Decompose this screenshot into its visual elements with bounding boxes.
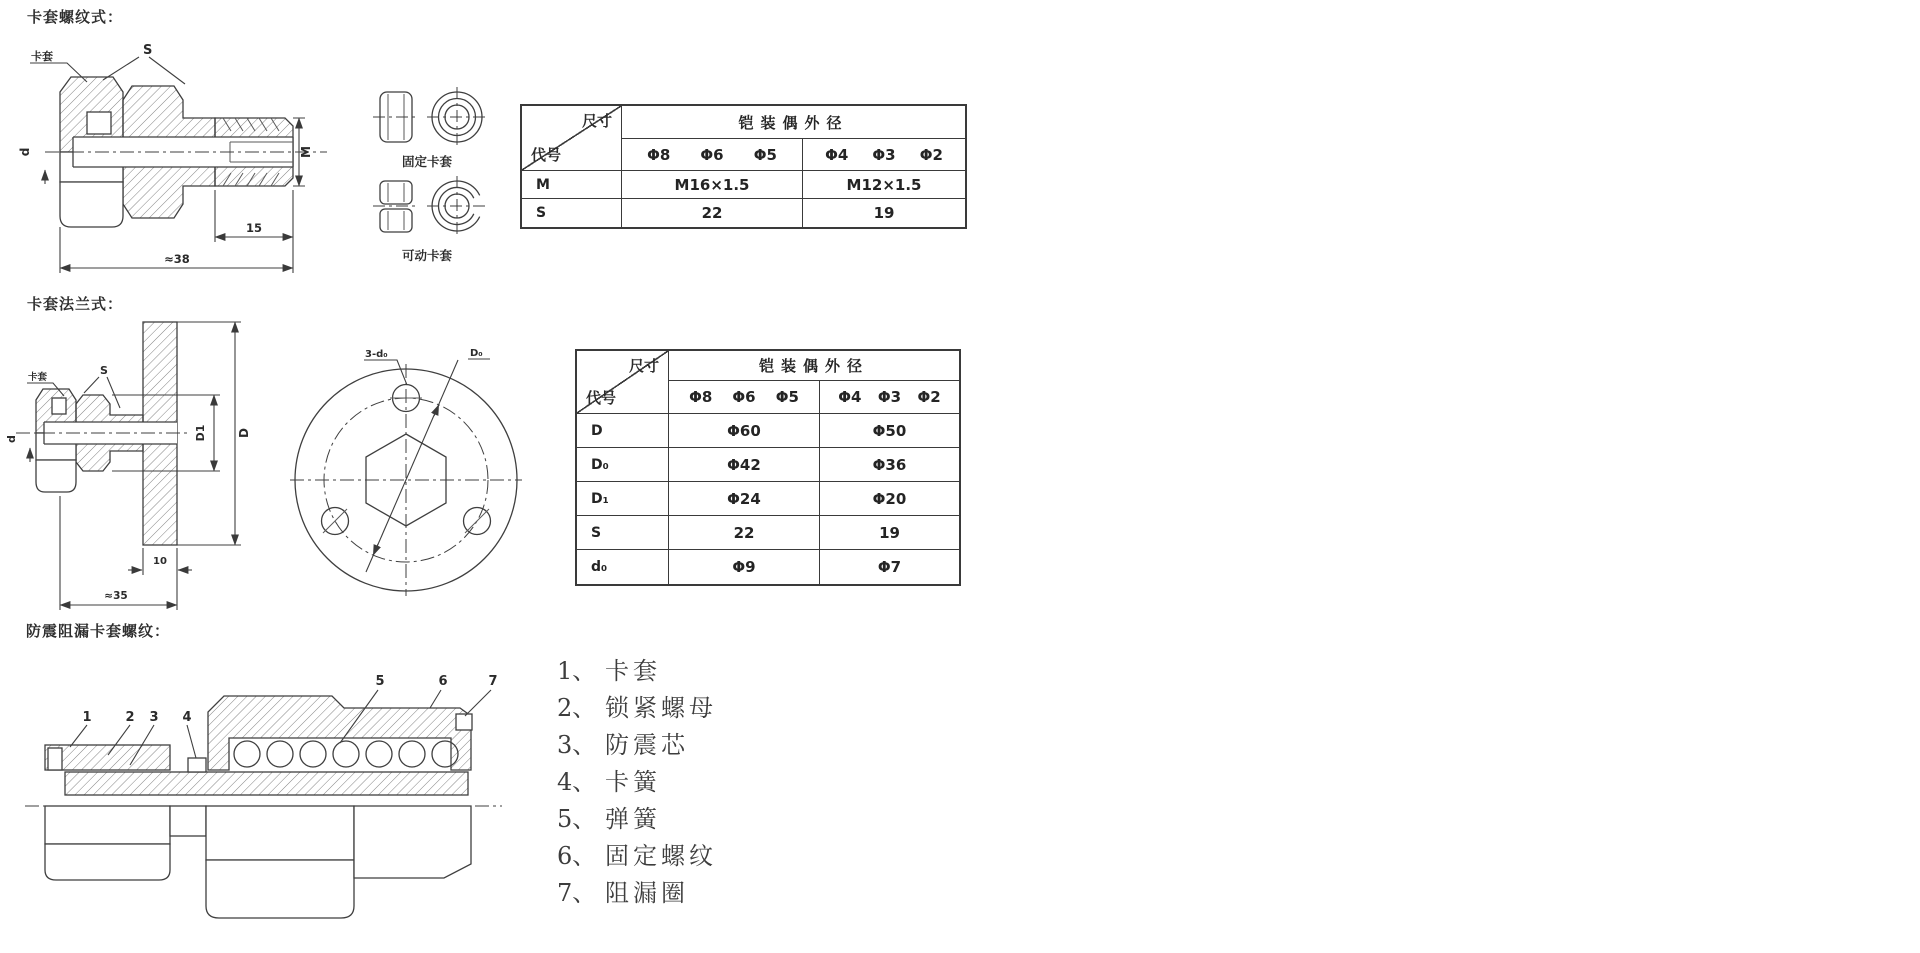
col-phi5: Φ5 bbox=[775, 388, 799, 406]
flange-front-view bbox=[278, 340, 528, 605]
col-phi2: Φ2 bbox=[919, 145, 943, 164]
table-corner-cell bbox=[522, 106, 622, 171]
section-title-antivibration: 防震阻漏卡套螺纹： bbox=[26, 622, 171, 640]
threaded-cross-section bbox=[45, 77, 327, 227]
tube-wall bbox=[65, 772, 468, 795]
seal-ring bbox=[456, 714, 472, 730]
section-title-flanged: 卡套法兰式： bbox=[27, 295, 124, 313]
table-col-group2 bbox=[803, 139, 965, 171]
row-value: M16×1.5 bbox=[622, 171, 803, 199]
callout-2: 2 bbox=[125, 710, 135, 725]
col-phi6: Φ6 bbox=[700, 145, 724, 164]
legend-num: 7、 bbox=[557, 879, 597, 907]
flanged-table bbox=[575, 349, 961, 586]
row-code: d₀ bbox=[577, 550, 669, 584]
ferrule-views bbox=[365, 78, 500, 273]
legend-label: 卡簧 bbox=[605, 768, 661, 796]
corner-size-label: 尺寸 bbox=[628, 357, 659, 375]
col-phi2: Φ2 bbox=[917, 388, 941, 406]
table-header-armored-od: 铠装偶外径 bbox=[622, 106, 965, 139]
d-label: d bbox=[5, 435, 18, 443]
table-col-group2 bbox=[820, 381, 959, 414]
ferrule-label: 卡套 bbox=[31, 50, 53, 63]
row-code: D₀ bbox=[577, 448, 669, 482]
row-value: Φ9 bbox=[669, 550, 820, 584]
D-label: D bbox=[237, 428, 251, 438]
row-code: D₁ bbox=[577, 482, 669, 516]
bolt-circle-dim-line bbox=[366, 360, 458, 572]
ferrule-label: 卡套 bbox=[28, 372, 48, 383]
corner-code-label: 代号 bbox=[586, 389, 617, 407]
row-code: S bbox=[522, 199, 622, 227]
dim-38: ≈38 bbox=[164, 252, 190, 266]
legend-num: 3、 bbox=[557, 731, 597, 759]
s-label: S bbox=[143, 43, 153, 58]
legend-item bbox=[557, 872, 717, 909]
col-phi8: Φ8 bbox=[689, 388, 713, 406]
legend-item bbox=[557, 761, 717, 798]
row-value: Φ24 bbox=[669, 482, 820, 516]
parts-legend bbox=[557, 650, 717, 909]
corner-code-label: 代号 bbox=[531, 146, 562, 164]
snap-ring bbox=[188, 758, 206, 772]
spring-coils bbox=[234, 741, 458, 767]
movable-ferrule-label: 可动卡套 bbox=[401, 248, 453, 263]
table-col-group1 bbox=[622, 139, 803, 171]
bolt-circle-label: D₀ bbox=[470, 348, 483, 359]
callout-1: 1 bbox=[82, 710, 92, 725]
legend-item bbox=[557, 724, 717, 761]
antivib-cross-section bbox=[25, 696, 502, 918]
col-phi8: Φ8 bbox=[647, 145, 671, 164]
col-phi3: Φ3 bbox=[877, 388, 902, 406]
col-phi4: Φ4 bbox=[825, 145, 849, 164]
callout-6: 6 bbox=[438, 674, 448, 689]
legend-label: 阻漏圈 bbox=[605, 879, 689, 907]
row-code: S bbox=[577, 516, 669, 550]
table-col-group1 bbox=[669, 381, 820, 414]
col-phi6: Φ6 bbox=[732, 388, 756, 406]
row-value: Φ42 bbox=[669, 448, 820, 482]
legend-label: 锁紧螺母 bbox=[605, 694, 717, 722]
callout-3: 3 bbox=[149, 710, 159, 725]
legend-num: 6、 bbox=[557, 842, 597, 870]
col-phi3: Φ3 bbox=[872, 145, 896, 164]
fixed-ferrule-label: 固定卡套 bbox=[401, 154, 453, 169]
legend-num: 4、 bbox=[557, 768, 597, 796]
row-value: 22 bbox=[669, 516, 820, 550]
callout-7: 7 bbox=[488, 674, 498, 689]
threaded-table bbox=[520, 104, 967, 229]
dim-15: 15 bbox=[245, 221, 263, 235]
legend-num: 2、 bbox=[557, 694, 597, 722]
row-value: 19 bbox=[820, 516, 959, 550]
row-value: 19 bbox=[873, 204, 895, 222]
table-corner-cell bbox=[577, 351, 669, 414]
m-label: M bbox=[299, 146, 313, 158]
outer-shell bbox=[208, 696, 471, 770]
row-value: Φ50 bbox=[820, 414, 959, 448]
callout-5: 5 bbox=[375, 674, 385, 689]
legend-item bbox=[557, 798, 717, 835]
d-label: d bbox=[18, 147, 32, 157]
row-value: Φ36 bbox=[820, 448, 959, 482]
threaded-fitting-drawing bbox=[15, 30, 335, 275]
holes-label: 3-d₀ bbox=[365, 349, 388, 360]
legend-label: 固定螺纹 bbox=[605, 842, 717, 870]
legend-item bbox=[557, 687, 717, 724]
s-label: S bbox=[100, 364, 108, 377]
legend-label: 弹簧 bbox=[605, 805, 661, 833]
row-value: Φ60 bbox=[669, 414, 820, 448]
antivibration-drawing bbox=[10, 648, 510, 948]
movable-ferrule-view bbox=[373, 176, 487, 263]
flanged-fitting-drawing bbox=[5, 312, 258, 617]
row-code: D bbox=[577, 414, 669, 448]
row-code: M bbox=[522, 171, 622, 199]
flanged-cross-section bbox=[16, 322, 190, 545]
dim-35: ≈35 bbox=[104, 590, 128, 602]
legend-item bbox=[557, 835, 717, 872]
legend-label: 卡套 bbox=[605, 657, 661, 685]
legend-item bbox=[557, 650, 717, 687]
d1-label: D1 bbox=[194, 424, 207, 442]
corner-size-label: 尺寸 bbox=[581, 112, 612, 130]
row-value: M12×1.5 bbox=[803, 171, 965, 199]
section-title-threaded: 卡套螺纹式： bbox=[27, 8, 124, 26]
callout-4: 4 bbox=[182, 710, 192, 725]
col-phi4: Φ4 bbox=[838, 388, 862, 406]
fixed-ferrule-view bbox=[373, 87, 487, 169]
legend-num: 1、 bbox=[557, 657, 597, 685]
legend-label: 防震芯 bbox=[605, 731, 689, 759]
table-header-armored-od: 铠装偶外径 bbox=[669, 351, 959, 381]
row-value: 22 bbox=[622, 199, 803, 227]
dim-10: 10 bbox=[153, 556, 167, 567]
legend-num: 5、 bbox=[557, 805, 597, 833]
row-value: Φ20 bbox=[820, 482, 959, 516]
col-phi5: Φ5 bbox=[753, 145, 777, 164]
row-value: Φ7 bbox=[877, 558, 902, 576]
